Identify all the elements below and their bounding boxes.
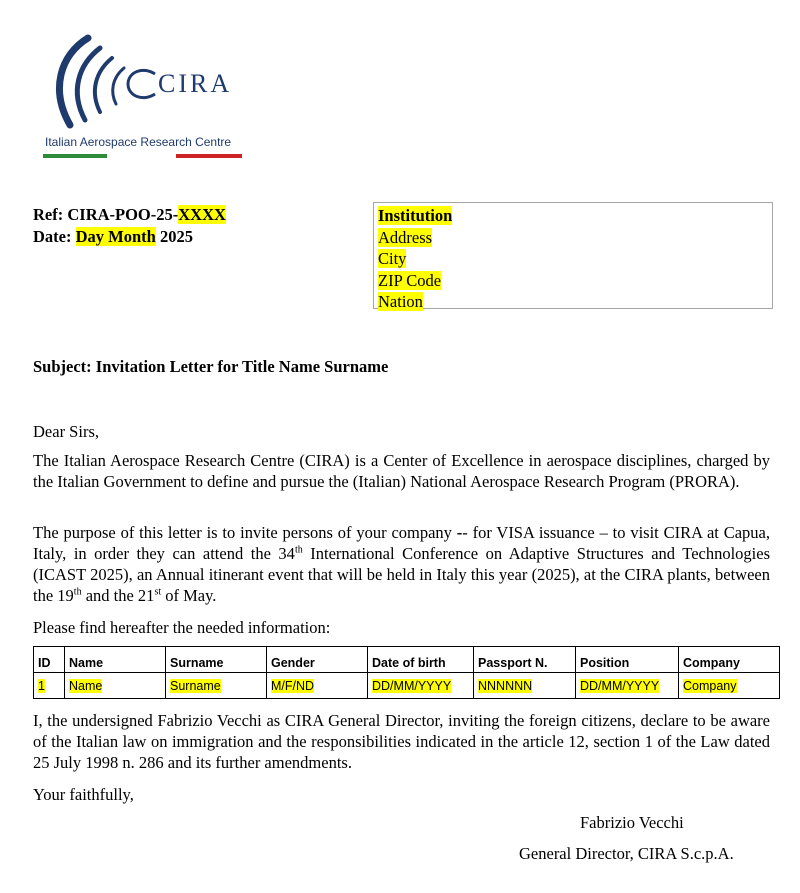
table-cell: DD/MM/YYYY <box>576 673 679 699</box>
paragraph-purpose: The purpose of this letter is to invite persons of your company -- for VISA issuance – to visit CIRA at Capua, Italy, in order they can attend the 34th International Conference on Adaptive Structures and Technologies (ICAST 2025), an Annual itinerant event that will be held in Italy this year (2025), at the CIRA plants, between the 19th and the 21st of May. <box>33 523 771 605</box>
table-header: Gender <box>267 647 368 673</box>
recipient-address: Address <box>378 227 433 247</box>
invitee-table <box>33 646 780 699</box>
table-cell: M/F/ND <box>267 673 368 699</box>
subject-line: Subject: Invitation Letter for Title Name Surname <box>33 357 389 376</box>
recipient-institution: Institution <box>378 206 453 225</box>
table-header: Name <box>65 647 166 673</box>
paragraph-info-intro: Please find hereafter the needed information: <box>33 618 331 637</box>
table-cell: DD/MM/YYYY <box>368 673 474 699</box>
logo-green-bar <box>43 154 107 158</box>
table-header: Passport N. <box>474 647 576 673</box>
recipient-zip: ZIP Code <box>378 270 442 290</box>
table-cell: Surname <box>166 673 267 699</box>
recipient-nation: Nation <box>378 292 423 311</box>
recipient-address-box <box>373 202 773 309</box>
date-line <box>33 226 226 248</box>
table-header-row <box>34 647 780 673</box>
table-header: Date of birth <box>368 647 474 673</box>
ref-label: Ref: CIRA-POO-25- <box>33 205 179 224</box>
table-header: Company <box>679 647 780 673</box>
ref-code: XXXX <box>178 205 226 224</box>
date-value: Day Month <box>75 227 156 246</box>
cira-arcs-icon <box>40 30 260 140</box>
recipient-city: City <box>378 249 407 268</box>
logo-brand: CIRA <box>158 69 233 98</box>
date-year: 2025 <box>155 227 193 246</box>
table-header: ID <box>34 647 65 673</box>
paragraph-declaration: I, the undersigned Fabrizio Vecchi as CIRA General Director, inviting the foreign citizens, declare to be aware of the Italian law on immigration and the responsibilities indicated in the article 12, section 1 of the Law dated 25 July 1998 n. 286 and its further amendments. <box>33 711 770 772</box>
logo-red-bar <box>176 154 242 158</box>
paragraph-cira-intro: The Italian Aerospace Research Centre (CIRA) is a Center of Excellence in aerospace disciplines, charged by the Italian Government to define and pursue the (Italian) National Aerospace Research Program (PRORA). <box>33 451 770 491</box>
table-row <box>34 673 780 699</box>
closing: Your faithfully, <box>33 785 134 804</box>
ref-line <box>33 204 226 226</box>
logo-tagline: Italian Aerospace Research Centre <box>45 135 232 149</box>
table-header: Position <box>576 647 679 673</box>
table-cell: NNNNNN <box>474 673 576 699</box>
signature-name: Fabrizio Vecchi <box>580 813 684 832</box>
greeting: Dear Sirs, <box>33 422 99 441</box>
table-cell: Company <box>679 673 780 699</box>
table-header: Surname <box>166 647 267 673</box>
table-cell: 1 <box>34 673 65 699</box>
reference-block <box>33 204 226 248</box>
signature-title: General Director, CIRA S.c.p.A. <box>519 844 734 863</box>
date-label: Date: <box>33 227 72 246</box>
table-cell: Name <box>65 673 166 699</box>
